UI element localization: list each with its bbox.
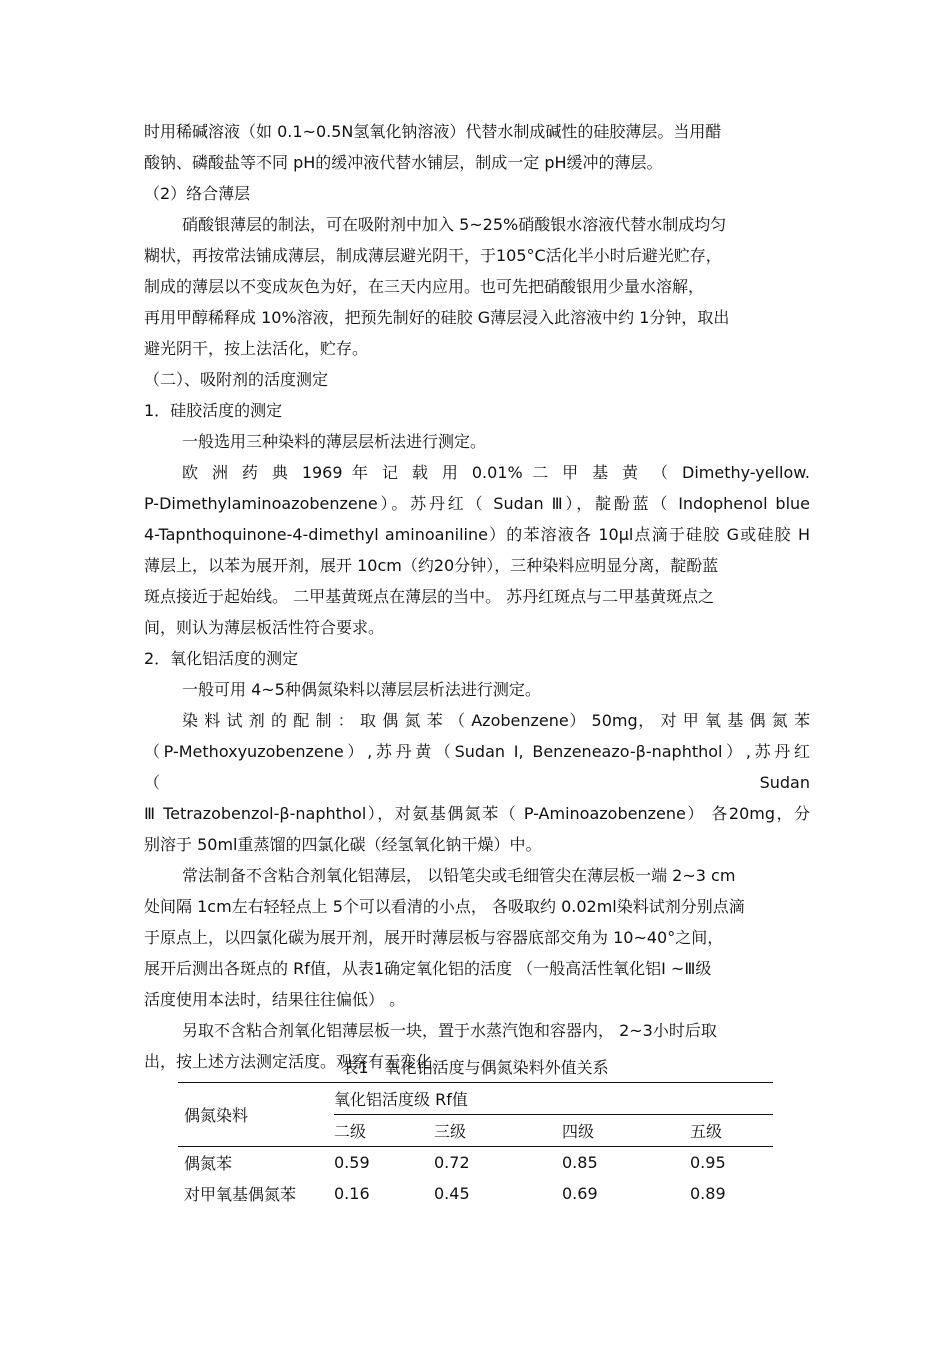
table-row (178, 1147, 773, 1179)
table-caption: 表1 氧化铝活度与偶氮染料外值关系 (342, 1058, 609, 1077)
section-heading: 1．硅胶活度的测定 (144, 401, 283, 420)
section-heading: （2）络合薄层 (144, 184, 251, 203)
rf-cell: 0.89 (690, 1184, 726, 1203)
text-line: 欧 洲 药 典 1969 年 记 载 用 0.01% 二 甲 基 黄 （ Dimethy-yellow. (182, 463, 810, 482)
rf-cell: 0.69 (562, 1184, 598, 1203)
text-line: （P-Methoxyuzobenzene）,苏丹黄（Sudan I, Benzeneazo-β-naphthol）,苏丹红（Sudan (144, 742, 810, 792)
text-line: 制成的薄层以不变成灰色为好，在三天内应用。也可先把硝酸银用少量水溶解， (144, 277, 705, 296)
text-line: 间，则认为薄层板活性符合要求。 (144, 618, 385, 637)
rf-cell: 0.95 (690, 1153, 726, 1172)
level-header: 四级 (562, 1115, 690, 1147)
section-heading: （二）、吸附剂的活度测定 (144, 370, 329, 389)
dye-name: 偶氮苯 (184, 1154, 233, 1173)
text-line: 活度使用本法时，结果往往偏低） 。 (144, 990, 406, 1009)
level-header: 二级 (334, 1115, 434, 1147)
activity-group-header: 氧化铝活度级 Rf值 (334, 1090, 468, 1109)
text-line: 展开后测出各斑点的 Rf值，从表1确定氧化铝的活度 （一般高活性氧化铝Ⅰ ~Ⅲ级 (144, 959, 712, 978)
text-line: 另取不含粘合剂氧化铝薄层板一块，置于水蒸汽饱和容器内， 2~3小时后取 (182, 1021, 717, 1040)
dye-column-header: 偶氮染料 (184, 1106, 249, 1125)
rf-cell: 0.85 (562, 1153, 598, 1172)
rf-cell: 0.59 (334, 1153, 370, 1172)
text-line: 时用稀碱溶液（如 0.1~0.5N氢氧化钠溶液）代替水制成碱性的硅胶薄层。当用醋 (144, 122, 722, 141)
text-line: 避光阴干，按上法活化，贮存。 (144, 339, 369, 358)
text-line: 出，按上述方法测定活度。观察有无变化。 (144, 1052, 449, 1071)
text-line: 薄层上，以苯为展开剂，展开 10cm（约20分钟），三种染料应明显分离，靛酚蓝 (144, 556, 719, 575)
text-line: 硝酸银薄层的制法，可在吸附剂中加入 5~25%硝酸银水溶液代替水制成均匀 (182, 215, 727, 234)
text-line: 于原点上，以四氯化碳为展开剂，展开时薄层板与容器底部交角为 10~40°之间， (144, 928, 724, 947)
rf-cell: 0.16 (334, 1184, 370, 1203)
rf-cell: 0.45 (434, 1184, 470, 1203)
text-line: 酸钠、磷酸盐等不同 pH的缓冲液代替水铺层，制成一定 pH缓冲的薄层。 (144, 153, 663, 172)
text-line: 4-Tapnthoquinone-4-dimethyl aminoaniline）的苯溶液各 10μl点滴于硅胶 G或硅胶 H (144, 525, 810, 544)
text-line: 一般选用三种染料的薄层层析法进行测定。 (182, 432, 487, 451)
section-heading: 2．氧化铝活度的测定 (144, 649, 299, 668)
text-line: 常法制备不含粘合剂氧化铝薄层， 以铅笔尖或毛细管尖在薄层板一端 2~3 cm (182, 866, 736, 885)
text-line: 糊状，再按常法铺成薄层，制成薄层避光阴干，于105°C活化半小时后避光贮存， (144, 246, 722, 265)
dye-name: 对甲氧基偶氮苯 (184, 1185, 297, 1204)
text-line: 再用甲醇稀释成 10%溶液，把预先制好的硅胶 G薄层浸入此溶液中约 1分钟，取出 (144, 308, 730, 327)
rf-value-table (178, 1082, 773, 1209)
text-line: 处间隔 1cm左右轻轻点上 5个可以看清的小点， 各吸取约 0.02ml染料试剂分别点滴 (144, 897, 745, 916)
text-line: 斑点接近于起始线。 二甲基黄斑点在薄层的当中。 苏丹红斑点与二甲基黄斑点之 (144, 587, 715, 606)
text-line: 一般可用 4~5种偶氮染料以薄层层析法进行测定。 (182, 680, 541, 699)
table-row (178, 1178, 773, 1209)
level-header: 三级 (434, 1115, 562, 1147)
level-header: 五级 (690, 1115, 773, 1147)
text-line: 别溶于 50ml重蒸馏的四氯化碳（经氢氧化钠干燥）中。 (144, 835, 542, 854)
text-line: P-Dimethylaminoazobenzene）。苏丹红（ Sudan Ⅲ），靛酚蓝（ Indophenol blue (144, 494, 810, 513)
text-line: Ⅲ Tetrazobenzol-β-naphthol），对氨基偶氮苯（ P-Aminoazobenzene） 各20mg，分 (144, 804, 810, 823)
document-body (144, 116, 810, 1077)
text-line: 染 料 试 剂 的 配 制 ： 取 偶 氮 苯 （ Azobenzene） 50mg， 对 甲 氧 基 偶 氮 苯 (182, 711, 810, 730)
rf-cell: 0.72 (434, 1153, 470, 1172)
